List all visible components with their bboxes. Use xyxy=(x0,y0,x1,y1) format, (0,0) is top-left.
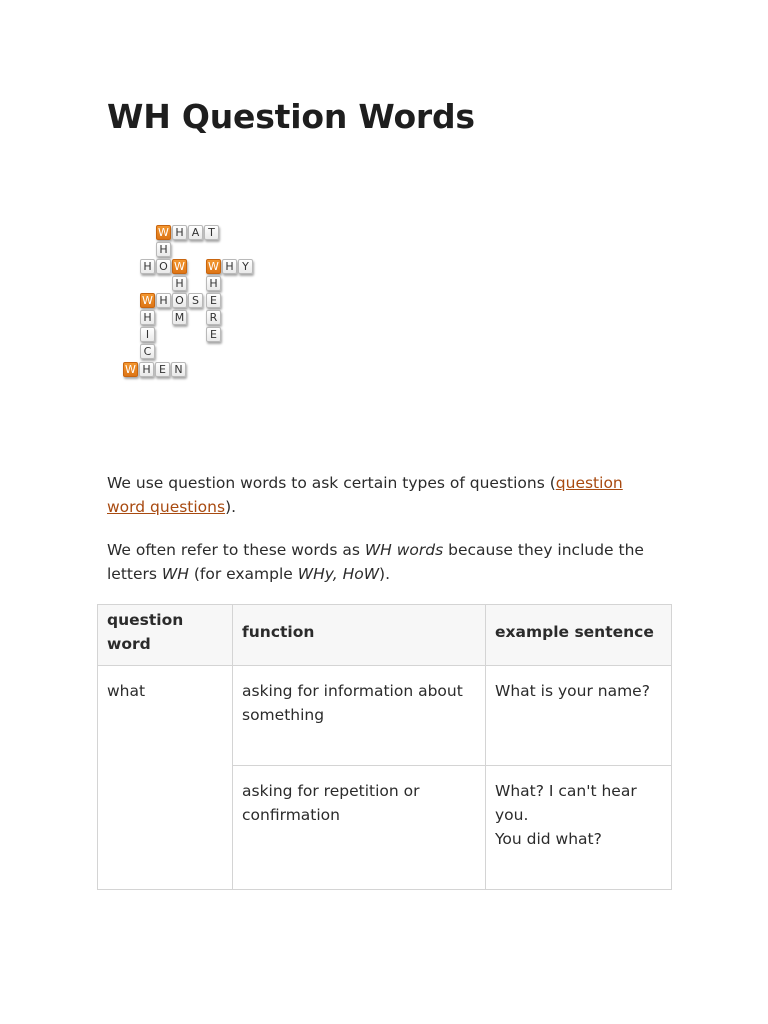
tile-letter: I xyxy=(140,327,155,342)
emphasis-text: WH words xyxy=(364,541,444,559)
tile-letter: E xyxy=(155,362,170,377)
emphasis-text: WH xyxy=(161,565,189,583)
tile-letter: W xyxy=(206,259,221,274)
table-header-row xyxy=(98,605,672,666)
tile-letter: S xyxy=(188,293,203,308)
tile-letter: E xyxy=(206,293,221,308)
wh-words-paragraph xyxy=(107,538,652,586)
paragraph-text: We often refer to these words as xyxy=(107,541,365,559)
tile-letter: H xyxy=(172,225,187,240)
tile-letter: T xyxy=(204,225,219,240)
tile-letter: H xyxy=(140,310,155,325)
tile-letter: H xyxy=(156,242,171,257)
column-header-example-sentence: example sentence xyxy=(486,605,672,666)
tile-letter: R xyxy=(206,310,221,325)
tile-letter: A xyxy=(188,225,203,240)
tile-letter: C xyxy=(140,344,155,359)
wh-words-tiles-image xyxy=(108,215,268,385)
tile-letter: W xyxy=(172,259,187,274)
example-sentence: What is your name? xyxy=(495,682,650,700)
example-sentence: What? I can't hear you. xyxy=(495,782,637,824)
intro-text-end: ). xyxy=(225,498,237,516)
tile-letter: W xyxy=(156,225,171,240)
tile-letter: M xyxy=(172,310,187,325)
example-cell xyxy=(486,766,672,890)
tile-letter: O xyxy=(172,293,187,308)
page-title: WH Question Words xyxy=(107,97,475,136)
paragraph-text: (for example xyxy=(188,565,298,583)
function-cell: asking for information about something xyxy=(233,666,486,766)
column-header-function: function xyxy=(233,605,486,666)
paragraph-text: ). xyxy=(379,565,391,583)
tile-letter: E xyxy=(206,327,221,342)
tile-letter: O xyxy=(156,259,171,274)
tile-letter: N xyxy=(171,362,186,377)
table-row xyxy=(98,666,672,766)
emphasis-text: WHy, HoW xyxy=(297,565,380,583)
tile-letter: H xyxy=(140,259,155,274)
tile-letter: H xyxy=(222,259,237,274)
intro-text: We use question words to ask certain types of questions ( xyxy=(107,474,556,492)
tile-letter: H xyxy=(172,276,187,291)
tile-letter: W xyxy=(123,362,138,377)
tile-letter: Y xyxy=(238,259,253,274)
function-cell: asking for repetition or confirmation xyxy=(233,766,486,890)
column-header-question-word: question word xyxy=(98,605,233,666)
question-word-cell: what xyxy=(98,666,233,890)
tile-letter: H xyxy=(139,362,154,377)
example-sentence: You did what? xyxy=(495,830,602,848)
tile-letter: W xyxy=(140,293,155,308)
tile-letter: H xyxy=(206,276,221,291)
example-cell xyxy=(486,666,672,766)
question-words-table xyxy=(97,604,672,890)
intro-paragraph xyxy=(107,471,652,519)
tile-letter: H xyxy=(156,293,171,308)
paragraph-text: because they include the letters xyxy=(107,541,644,583)
question-word-questions-link[interactable]: question word questions xyxy=(107,474,623,516)
